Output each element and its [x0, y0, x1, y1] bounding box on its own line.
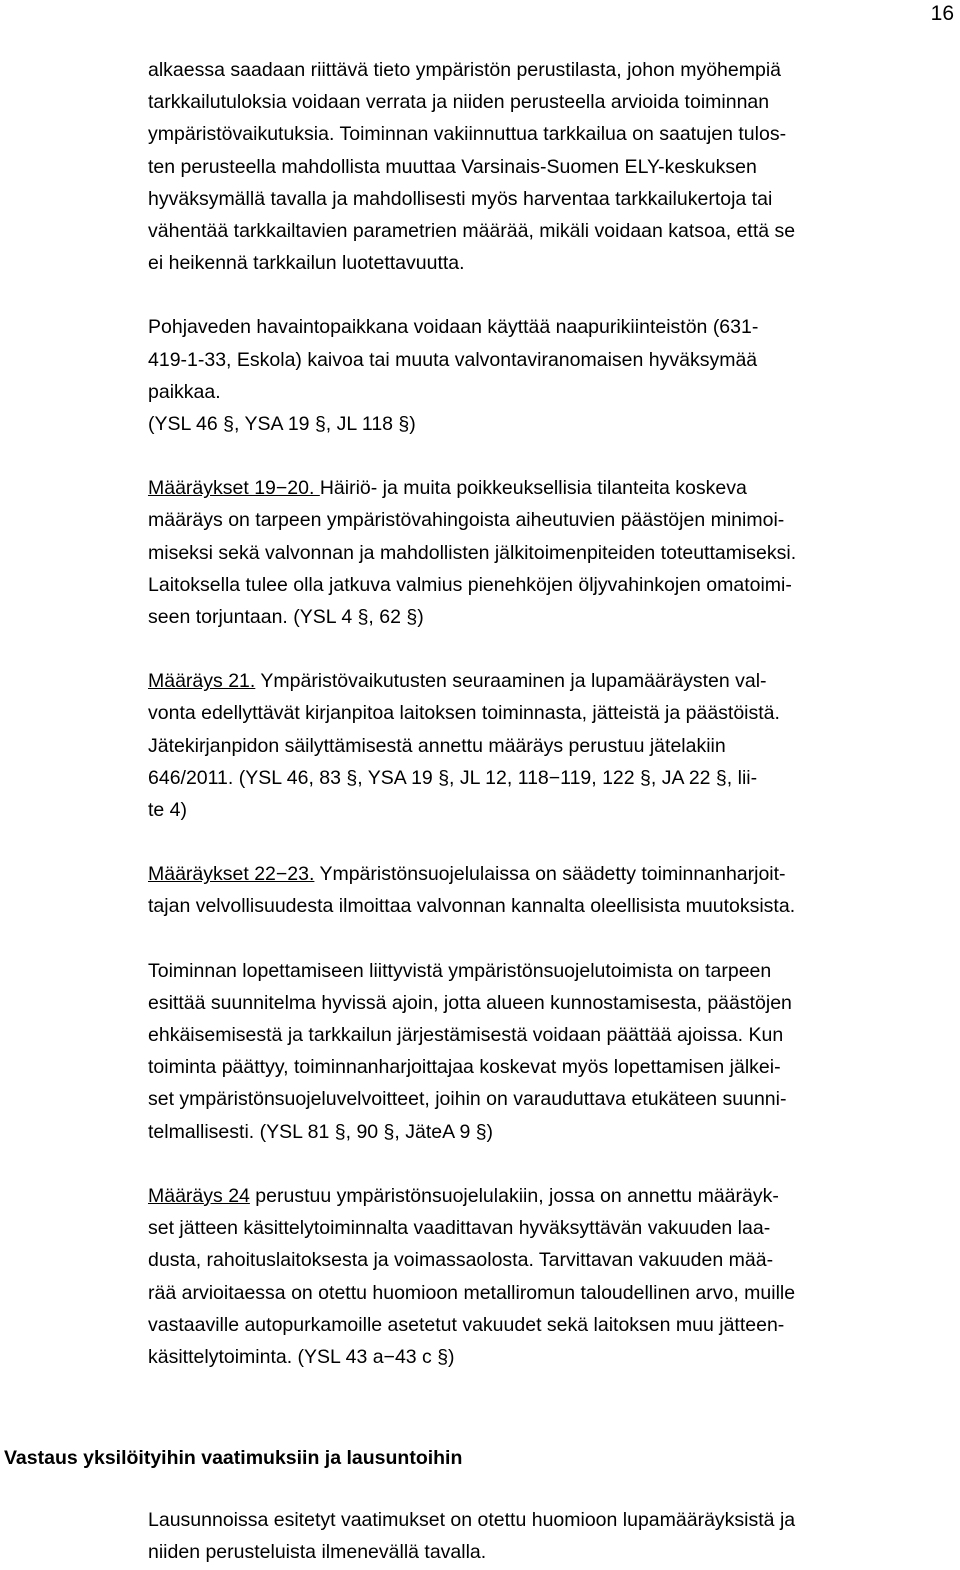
text-line — [148, 858, 958, 890]
paragraph-orders-19-20 — [148, 472, 958, 633]
paragraph-order-21 — [148, 665, 958, 826]
text-line: vonta edellyttävät kirjanpitoa laitoksen toiminnasta, jätteistä ja päästöistä. — [148, 702, 780, 725]
text-line: vastaaville autopurkamoille asetetut vakuudet sekä laitoksen muu jätteen- — [148, 1313, 785, 1336]
paragraph-order-24 — [148, 1180, 958, 1373]
text-line: ei heikennä tarkkailun luotettavuutta. — [148, 252, 465, 275]
text-run: Ympäristönsuojelulaissa on säädetty toiminnanharjoit- — [314, 863, 786, 886]
order-label: Määräykset 19−20. — [148, 477, 320, 500]
text-line: te 4) — [148, 799, 188, 822]
text-line: Lausunnoissa esitetyt vaatimukset on otettu huomioon lupamääräyksistä ja — [148, 1509, 796, 1531]
paragraph-monitoring — [148, 54, 958, 279]
page-number: 16 — [930, 2, 954, 25]
text-line: tajan velvollisuudesta ilmoittaa valvonnan kannalta oleellisista muutoksista. — [148, 895, 796, 918]
paragraph-statements — [148, 1504, 958, 1568]
text-line: käsittelytoiminta. (YSL 43 a−43 c §) — [148, 1345, 455, 1368]
paragraph-orders-22-23 — [148, 858, 958, 922]
paragraph-groundwater — [148, 311, 958, 440]
text-line: 419-1-33, Eskola) kaivoa tai muuta valvontaviranomaisen hyväksymää — [148, 348, 758, 371]
text-line: toiminta päättyy, toiminnanharjoittajaa koskevat myös lopettamisen jälkei- — [148, 1056, 781, 1079]
text-line — [148, 1180, 958, 1212]
text-line: ympäristövaikutuksia. Toiminnan vakiinnuttua tarkkailua on saatujen tulos- — [148, 123, 787, 146]
order-label: Määräys 24 — [148, 1184, 250, 1207]
final-section — [148, 1504, 958, 1568]
text-line: Laitoksella tulee olla jatkuva valmius pienehköjen öljyvahinkojen omatoimi- — [148, 573, 792, 596]
text-line: Toiminnan lopettamiseen liittyvistä ympäristönsuojelutoimista on tarpeen — [148, 959, 772, 982]
text-line: ehkäisemisestä ja tarkkailun järjestämisestä voidaan päättää ajoissa. Kun — [148, 1024, 784, 1047]
text-line: (YSL 46 §, YSA 19 §, JL 118 §) — [148, 413, 416, 436]
text-line — [148, 472, 958, 504]
text-line: rää arvioitaessa on otettu huomioon metalliromun taloudellinen arvo, muille — [148, 1281, 796, 1304]
text-line: set jätteen käsittelytoiminnalta vaadittavan hyväksyttävän vakuuden laa- — [148, 1217, 771, 1240]
text-line: miseksi sekä valvonnan ja mahdollisten jälkitoimenpiteiden toteuttamiseksi. — [148, 541, 797, 564]
text-run: perustuu ympäristönsuojelulakiin, jossa on annettu määräyk- — [249, 1184, 779, 1207]
text-line: vähentää tarkkailtavien parametrien määrää, mikäli voidaan katsoa, että se — [148, 220, 796, 243]
order-label: Määräykset 22−23. — [148, 863, 315, 886]
text-run: Ympäristövaikutusten seuraaminen ja lupamääräysten val- — [255, 670, 767, 693]
text-run: Häiriö- ja muita poikkeuksellisia tilanteita koskeva — [319, 477, 747, 500]
text-line: 646/2011. (YSL 46, 83 §, YSA 19 §, JL 12, 118−119, 122 §, JA 22 §, lii- — [148, 766, 758, 789]
text-line: dusta, rahoituslaitoksesta ja voimassaolosta. Tarvittavan vakuuden mää- — [148, 1249, 774, 1272]
text-line: telmallisesti. (YSL 81 §, 90 §, JäteA 9 §) — [148, 1120, 494, 1143]
section-heading: Vastaus yksilöityihin vaatimuksiin ja lausuntoihin — [4, 1447, 463, 1469]
text-line: niiden perusteluista ilmenevällä tavalla. — [148, 1541, 487, 1564]
text-line: alkaessa saadaan riittävä tieto ympäristön perustilasta, johon myöhempiä — [148, 59, 782, 81]
text-line: tarkkailutuloksia voidaan verrata ja niiden perusteella arvioida toiminnan — [148, 91, 770, 114]
text-line: esittää suunnitelma hyvissä ajoin, jotta alueen kunnostamisesta, päästöjen — [148, 991, 792, 1014]
text-line: seen torjuntaan. (YSL 4 §, 62 §) — [148, 606, 424, 629]
text-line: Jätekirjanpidon säilyttämisestä annettu määräys perustuu jätelakiin — [148, 734, 726, 757]
text-line: hyväksymällä tavalla ja mahdollisesti myös harventaa tarkkailukertoja tai — [148, 187, 773, 210]
paragraph-closure — [148, 955, 958, 1148]
text-line: määräys on tarpeen ympäristövahingoista aiheutuvien päästöjen minimoi- — [148, 509, 785, 532]
text-line: Pohjaveden havaintopaikkana voidaan käyttää naapurikiinteistön (631- — [148, 316, 759, 339]
text-line: paikkaa. — [148, 380, 221, 403]
text-line: ten perusteella mahdollista muuttaa Varsinais-Suomen ELY-keskuksen — [148, 155, 757, 178]
document-body — [148, 54, 958, 1373]
text-line — [148, 665, 958, 697]
text-line: set ympäristönsuojeluvelvoitteet, joihin on varauduttava etukäteen suunni- — [148, 1088, 787, 1111]
order-label: Määräys 21. — [148, 670, 256, 693]
